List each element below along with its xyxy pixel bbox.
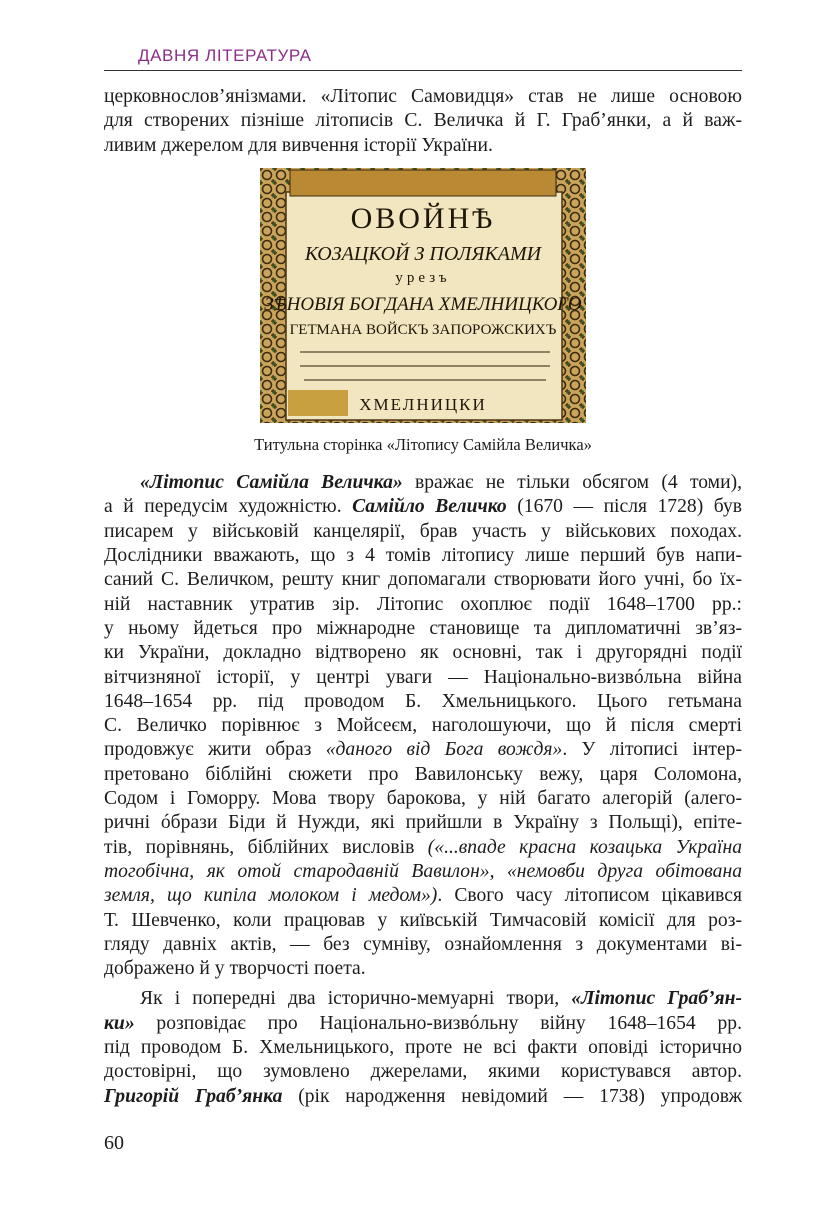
text-line: ричні óбрази Біди й Нужди, які прийшли в Україну з Польщі), епіте- bbox=[104, 812, 742, 834]
text-line: під проводом Б. Хмельницького, проте не всі факти оповіді історично bbox=[104, 1037, 742, 1059]
text-span: Як і попередні два історично-мемуарні твори, bbox=[140, 988, 572, 1010]
page-number: 60 bbox=[104, 1132, 124, 1154]
quote-emphasis: земля, що кипіла молоком і медом») bbox=[104, 885, 438, 907]
text-line: претовано біблійні сюжети про Вавилонську вежу, царя Соломона, bbox=[104, 763, 742, 785]
intro-paragraph bbox=[104, 85, 742, 158]
image-line: ГЕТМАНА ВОЙСКЪ ЗАПОРОЖСКИХЪ bbox=[289, 321, 557, 338]
name-emphasis: Григорій Граб’янка bbox=[104, 1085, 283, 1107]
text-line bbox=[104, 738, 742, 762]
text-line: тогобічна, як отой стародавній Вавилон», «немовби друга обітована bbox=[104, 860, 742, 882]
text-line bbox=[104, 836, 742, 860]
text-span: продовжує жити образ bbox=[104, 739, 326, 761]
title-page-image bbox=[260, 168, 586, 423]
text-line: ки України, докладно відтворено як основні, так і другорядні події bbox=[104, 642, 742, 664]
text-line: С. Величко порівнює з Мойсеєм, наголошуючи, що й після смерті bbox=[104, 715, 742, 737]
text-span: тів, порівнянь, біблійних висловів bbox=[104, 836, 428, 858]
text-line: ливим джерелом для вивчення історії України. bbox=[104, 134, 493, 156]
section-title: ДАВНЯ ЛІТЕРАТУРА bbox=[138, 46, 312, 65]
text-line: саний С. Величком, решту книг допомагали створювати його учні, бо їх- bbox=[104, 569, 742, 591]
text-line: писарем у військовій канцелярії, брав участь у військових походах. bbox=[104, 520, 742, 542]
image-line: ЗѢНОВІЯ БОГДАНА ХМЕЛНИЦКОГО bbox=[264, 293, 582, 315]
text-line: вітчизняної історії, у центрі уваги — Національно-визвóльна війна bbox=[104, 666, 742, 688]
manuscript-illustration bbox=[260, 168, 586, 423]
text-line: у ньому йдеться про міжнародне становище та дипломатичні зв’яз- bbox=[104, 617, 742, 639]
image-line: КОЗАЦКОЙ З ПОЛЯКАМИ bbox=[304, 242, 542, 265]
text-line: Т. Шевченко, коли працював у київській Тимчасовій комісії для роз- bbox=[104, 909, 742, 931]
text-line: Содом і Гоморру. Мова твору барокова, у ній багато алегорій (алего- bbox=[104, 788, 742, 810]
text-line: достовірні, що зумовлено джерелами, якими користувався автор. bbox=[104, 1061, 742, 1083]
paragraph-grabianka bbox=[104, 987, 742, 1108]
text-line bbox=[104, 1012, 742, 1036]
page-content bbox=[104, 85, 742, 1109]
text-line: церковнослов’янізмами. «Літопис Самовидця» став не лише основою bbox=[104, 86, 742, 107]
title-emphasis: ки» bbox=[104, 1012, 135, 1034]
text-span: . Свого часу літописом цікавився bbox=[437, 885, 742, 907]
image-line: ОВОЙНѢ bbox=[350, 201, 496, 235]
image-line: ХМЕЛНИЦКИ bbox=[359, 394, 487, 414]
text-line bbox=[104, 471, 742, 495]
text-line bbox=[104, 987, 742, 1011]
text-line bbox=[104, 1085, 742, 1109]
title-emphasis: «Літопис Самійла Величка» bbox=[140, 472, 403, 494]
running-header bbox=[104, 46, 742, 71]
figure-caption: Титульна сторінка «Літопису Самійла Величка» bbox=[254, 434, 592, 454]
title-emphasis: «Літопис Граб’ян- bbox=[571, 988, 742, 1010]
quote-emphasis: («...впаде красна козацька Україна bbox=[427, 836, 742, 858]
text-span: (рік народження невідомий — 1738) упродовж bbox=[282, 1085, 742, 1107]
paragraph-velychko bbox=[104, 471, 742, 981]
text-line: для створених пізніше літописів С. Величка й Г. Граб’янки, а й важ- bbox=[104, 110, 742, 132]
text-span: розповідає про Національно-визвóльну війну 1648–1654 рр. bbox=[134, 1012, 742, 1034]
text-line: гляду давніх актів, — без сумніву, ознайомлення з документами ві- bbox=[104, 933, 742, 955]
text-line bbox=[104, 884, 742, 908]
text-line: дображено й у творчості поета. bbox=[104, 958, 366, 980]
text-span: . У літописі інтер- bbox=[562, 739, 742, 761]
text-line: ній наставник утратив зір. Літопис охоплює події 1648–1700 рр.: bbox=[104, 593, 742, 615]
image-line: урезъ bbox=[395, 269, 451, 286]
text-line: Дослідники вважають, що з 4 томів літопису лише перший був напи- bbox=[104, 545, 742, 567]
text-line: 1648–1654 рр. під проводом Б. Хмельницького. Цього гетьмана bbox=[104, 690, 742, 712]
name-emphasis: Самійло Величко bbox=[352, 496, 507, 518]
text-span: а й передусім художністю. bbox=[104, 496, 353, 518]
text-span: (1670 — після 1728) був bbox=[506, 496, 742, 518]
text-span: вражає не тільки обсягом (4 томи), bbox=[402, 472, 742, 494]
text-line bbox=[104, 495, 742, 519]
quote-emphasis: «даного від Бога вождя» bbox=[325, 739, 563, 761]
